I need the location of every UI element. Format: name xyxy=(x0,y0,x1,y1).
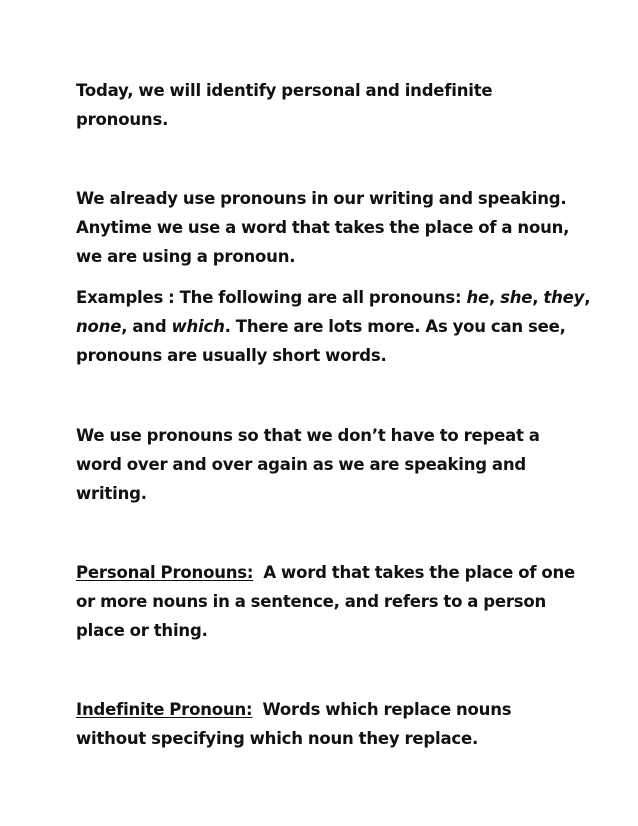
personal-pronouns-term: Personal Pronouns: xyxy=(76,563,254,582)
indefinite-pronoun-term: Indefinite Pronoun: xyxy=(76,700,253,719)
already-use-line-2: Anytime we use a word that takes the place of a noun, xyxy=(76,218,570,237)
why-line-2: word over and over again as we are speaking and xyxy=(76,455,527,474)
personal-line-2: or more nouns in a sentence, and refers to a person xyxy=(76,592,547,611)
examples-line-2 xyxy=(76,312,576,341)
example-word-none: none xyxy=(76,317,122,336)
why-line-1: We use pronouns so that we don’t have to repeat a xyxy=(76,426,540,445)
examples-mid: , and xyxy=(121,317,172,336)
personal-line-3: place or thing. xyxy=(76,621,208,640)
examples-line-1 xyxy=(76,283,591,312)
examples-sep-3: , xyxy=(584,288,591,307)
examples-paragraph xyxy=(76,283,591,370)
personal-pronouns-paragraph xyxy=(76,558,576,645)
personal-definition-start: A word that takes the place of one xyxy=(253,563,576,582)
examples-tail: . There are lots more. As you can see, xyxy=(224,317,566,336)
example-word-which: which xyxy=(171,317,225,336)
examples-sep-2: , xyxy=(532,288,544,307)
example-word-he: he xyxy=(466,288,489,307)
examples-sep-1: , xyxy=(488,288,501,307)
intro-line-1: Today, we will identify personal and indefinite xyxy=(76,81,493,100)
indefinite-pronoun-paragraph xyxy=(76,695,576,753)
personal-line-1 xyxy=(76,558,576,587)
already-use-paragraph xyxy=(76,184,576,271)
already-use-line-3: we are using a pronoun. xyxy=(76,247,296,266)
example-word-she: she xyxy=(500,288,533,307)
indefinite-definition-start: Words which replace nouns xyxy=(252,700,512,719)
already-use-line-1: We already use pronouns in our writing and speaking. xyxy=(76,189,567,208)
why-line-3: writing. xyxy=(76,484,147,503)
intro-line-2: pronouns. xyxy=(76,110,169,129)
indefinite-line-1 xyxy=(76,695,576,724)
indefinite-line-2: without specifying which noun they replace. xyxy=(76,729,479,748)
example-word-they: they xyxy=(543,288,585,307)
examples-lead: Examples : The following are all pronouns: xyxy=(76,288,467,307)
intro-paragraph xyxy=(76,76,576,134)
why-paragraph xyxy=(76,421,576,508)
examples-line-3: pronouns are usually short words. xyxy=(76,346,387,365)
